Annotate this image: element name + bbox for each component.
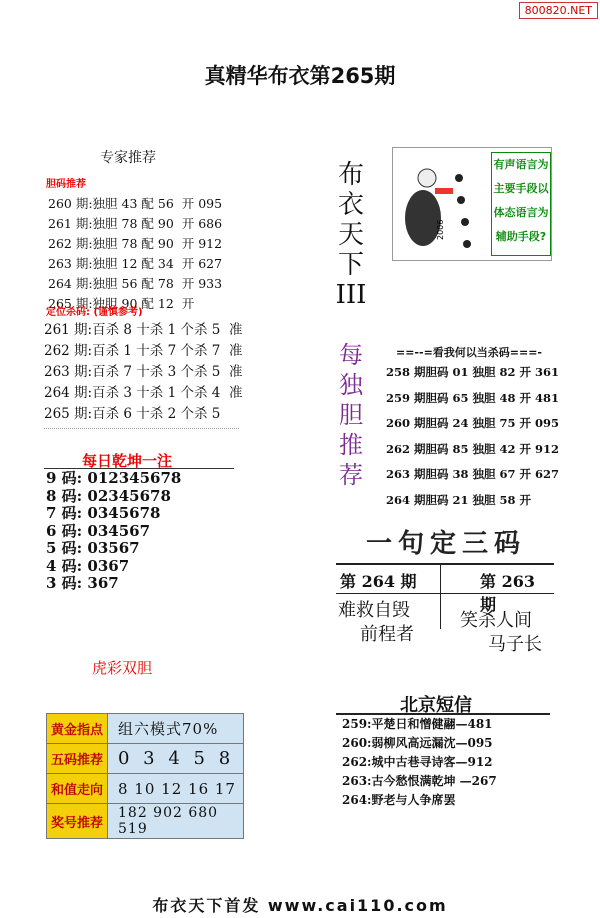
table-row: [47, 774, 244, 804]
list-item: 262 期:百杀 1 十杀 7 个杀 7 准: [44, 343, 243, 359]
beijing-title: 北京短信: [400, 695, 472, 716]
table-row: [47, 744, 244, 774]
vertical-char: 胆: [339, 401, 363, 429]
table-cell: 8 10 12 16 17: [108, 774, 244, 804]
list-item: 9 码: 012345678: [46, 469, 182, 487]
vertical-char: 每: [339, 341, 363, 369]
cartoon-caption: 有声语言为主要手段以体态语言为辅助手段?: [491, 152, 551, 256]
list-item: 3 码: 367: [46, 574, 119, 592]
table-cell: 五码推荐: [47, 744, 108, 774]
left-text: 难救自毁 前程者: [338, 600, 414, 645]
vertical-char: 下: [337, 250, 364, 280]
dudan-list: [386, 360, 559, 513]
divider: [336, 563, 554, 565]
list-item: 261 期:独胆 78 配 90 开 686: [48, 216, 223, 231]
table-cell: 和值走向: [47, 774, 108, 804]
list-item: 263 期胆码 38 独胆 67 开 627: [386, 467, 560, 481]
vertical-char: 衣: [337, 190, 364, 220]
vertical-char: 独: [339, 371, 363, 399]
table-cell: 黄金指点: [47, 714, 108, 744]
list-item: 8 码: 02345678: [46, 486, 171, 505]
list-item: 264 期胆码 21 独胆 58 开: [386, 492, 532, 507]
list-item: 264:野老与人争席罢: [342, 793, 456, 807]
list-item: 261 期:百杀 8 十杀 1 个杀 5 准: [44, 322, 243, 338]
dan-list: [48, 194, 222, 314]
list-item: 4 码: 0367: [46, 556, 130, 575]
buyi-vertical: [334, 160, 368, 310]
list-item: 259 期胆码 65 独胆 48 开 481: [386, 390, 560, 405]
list-item: 265 期:百杀 6 十杀 2 个杀 5: [44, 406, 221, 422]
vertical-char: 推: [339, 431, 363, 459]
divider: [440, 563, 441, 629]
table-cell: 组六模式70%: [108, 714, 244, 744]
yiju-panel: [336, 527, 554, 667]
vertical-char: III: [335, 280, 367, 310]
yiju-banner: 一句定三码: [365, 529, 526, 559]
list-item: 263 期:独胆 12 配 34 开 627: [48, 256, 223, 271]
right-text: 笑杀人间 马子长: [460, 610, 542, 655]
site-watermark: 800820.NET: [519, 2, 598, 19]
list-item: 265 期:独胆 90 配 12 开: [48, 296, 195, 311]
right-issue: 第 263 期: [480, 572, 535, 614]
cartoon-panel: [392, 147, 552, 261]
list-item: 5 码: 03567: [46, 539, 140, 557]
list-item: 263:古今愁恨满乾坤 —267: [342, 774, 497, 788]
vertical-char: 天: [337, 220, 364, 250]
list-item: 260:弱柳风高远漏沈—095: [342, 736, 493, 750]
footer: 布衣天下首发 www.cai110.com: [152, 896, 448, 915]
daily-title: 每日乾坤一注: [82, 452, 173, 470]
table-cell: 0 3 4 5 8: [108, 744, 244, 774]
list-item: 260 期胆码 24 独胆 75 开 095: [386, 416, 560, 430]
table-cell: 奖号推荐: [47, 804, 108, 839]
vertical-char: 荐: [339, 461, 363, 489]
cartoon-year: 2006: [436, 219, 445, 240]
list-item: 262 期:独胆 78 配 90 开 912: [48, 236, 223, 251]
table-row: [47, 804, 244, 839]
list-item: 258 期胆码 01 独胆 82 开 361: [386, 365, 560, 379]
kill-list: [44, 320, 242, 425]
list-item: 7 码: 0345678: [46, 504, 161, 522]
table-row: [47, 714, 244, 744]
cartoon-illustration-icon: [393, 148, 491, 260]
list-item: 264 期:独胆 56 配 78 开 933: [48, 276, 223, 291]
divider: [44, 428, 239, 429]
list-item: 263 期:百杀 7 十杀 3 个杀 5 准: [44, 364, 243, 380]
vertical-char: 布: [337, 160, 364, 190]
list-item: 260 期:独胆 43 配 56 开 095: [48, 196, 223, 211]
list-item: 6 码: 034567: [46, 521, 151, 540]
tiger-title: 虎彩双胆: [92, 659, 153, 677]
dudan-vertical: [334, 340, 368, 490]
dan-label: 胆码推荐: [46, 179, 86, 190]
list-item: 264 期:百杀 3 十杀 1 个杀 4 准: [44, 385, 243, 401]
list-item: 259:平楚日和憎健翮—481: [342, 717, 493, 731]
beijing-list: [342, 715, 497, 810]
daily-list: [46, 470, 181, 593]
tiger-table: [46, 713, 244, 839]
table-cell: 182 902 680 519: [108, 804, 244, 839]
list-item: 262 期胆码 85 独胆 42 开 912: [386, 441, 560, 456]
expert-title: 专家推荐: [100, 150, 156, 166]
page-title: 真精华布衣第265期: [204, 64, 396, 88]
left-issue: 第 264 期: [340, 572, 417, 591]
kill-label: 定位杀码: (谨慎参考): [46, 307, 143, 318]
list-item: 262:城中古巷寻诗客—912: [342, 755, 493, 769]
dudan-header: ==--=看我何以当杀码===-: [396, 346, 542, 359]
